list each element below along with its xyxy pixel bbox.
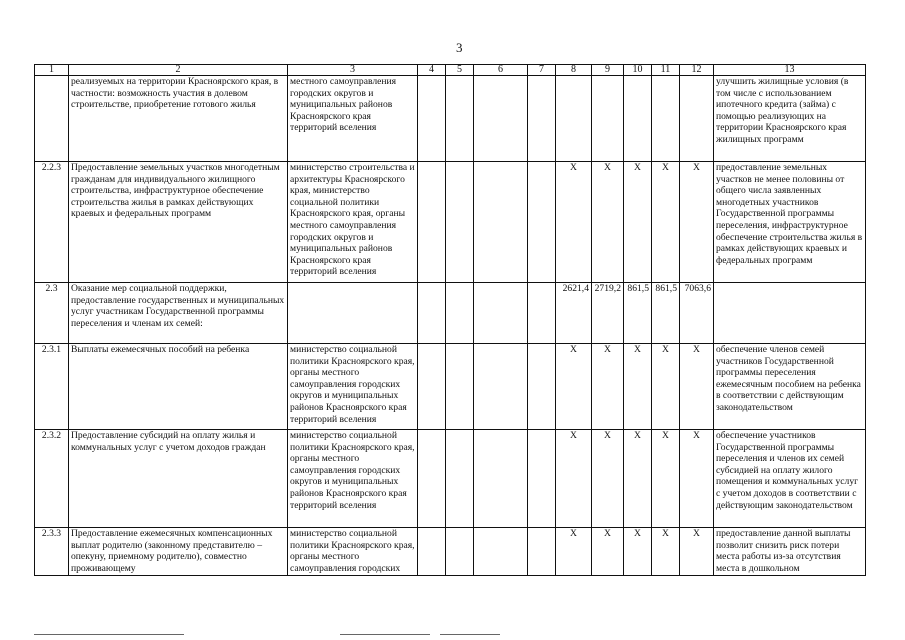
value-cell: [446, 76, 474, 162]
executor-text: министерство социальной политики Красноярского края, органы местного самоуправления городских округов и муниципальных районов Красноярского края территорий вселения: [288, 344, 418, 430]
value-cell: [556, 76, 592, 162]
value-cell: [418, 162, 446, 283]
value-cell: [446, 344, 474, 430]
value-cell: Х: [556, 344, 592, 430]
value-cell: [528, 528, 556, 576]
page-number: 3: [456, 40, 463, 55]
value-cell: Х: [652, 344, 680, 430]
table-row: [35, 344, 866, 430]
measure-text: Выплаты ежемесячных пособий на ребенка: [69, 344, 288, 430]
column-number-row: [35, 65, 866, 76]
value-cell: Х: [592, 162, 624, 283]
column-header: 8: [556, 65, 592, 76]
value-cell: Х: [592, 344, 624, 430]
row-number: 2.2.3: [35, 162, 69, 283]
column-header: 6: [474, 65, 528, 76]
value-cell: [446, 162, 474, 283]
value-cell: Х: [680, 344, 714, 430]
column-header: 10: [624, 65, 652, 76]
value-cell: Х: [680, 162, 714, 283]
result-text: улучшить жилищные условия (в том числе с использованием ипотечного кредита (займа) с помощью реализующих на территории Красноярского края жилищных программ: [714, 76, 866, 162]
measure-text: Предоставление ежемесячных компенсационных выплат родителю (законному представителю – опекуну, приемному родителю), совместно проживающему: [69, 528, 288, 576]
value-cell: [446, 528, 474, 576]
column-header: 11: [652, 65, 680, 76]
measure-text: реализуемых на территории Красноярского края, в частности: возможность участия в долевом строительстве, приобретение готового жилья: [69, 76, 288, 162]
row-number: 2.3.3: [35, 528, 69, 576]
value-cell: Х: [624, 430, 652, 528]
column-header: 1: [35, 65, 69, 76]
value-cell: Х: [592, 430, 624, 528]
footer-rule: [340, 634, 430, 635]
value-cell: Х: [556, 430, 592, 528]
measure-text: Предоставление субсидий на оплату жилья и коммунальных услуг с учетом доходов граждан: [69, 430, 288, 528]
executor-text: министерство социальной политики Красноярского края, органы местного самоуправления городских: [288, 528, 418, 576]
value-cell: Х: [624, 162, 652, 283]
footer-rule: [440, 634, 500, 635]
value-cell: Х: [556, 528, 592, 576]
value-cell: [528, 283, 556, 344]
column-header: 7: [528, 65, 556, 76]
amount-cell: 861,5: [652, 283, 680, 344]
value-cell: Х: [652, 430, 680, 528]
row-number: 2.3.1: [35, 344, 69, 430]
amount-cell: 861,5: [624, 283, 652, 344]
result-text: предоставление земельных участков не менее половины от общего числа заявленных многодетных участников Государственной программы переселения, инфраструктурное обеспечение строительства жилья в рамках действующих краевых и федеральных программ: [714, 162, 866, 283]
value-cell: [474, 528, 528, 576]
amount-cell: 2621,4: [556, 283, 592, 344]
value-cell: Х: [680, 430, 714, 528]
value-cell: Х: [624, 528, 652, 576]
column-header: 13: [714, 65, 866, 76]
column-header: 12: [680, 65, 714, 76]
table-row: [35, 76, 866, 162]
value-cell: [528, 430, 556, 528]
result-text: обеспечение участников Государственной программы переселения и членов их семей субсидией на оплату жилого помещения и коммунальных услуг с учетом доходов в соответствии с действующим законодательством: [714, 430, 866, 528]
column-header: 3: [288, 65, 418, 76]
value-cell: [418, 344, 446, 430]
result-text: [714, 283, 866, 344]
executor-text: [288, 283, 418, 344]
amount-cell: 2719,2: [592, 283, 624, 344]
executor-text: министерство строительства и архитектуры Красноярского края, министерство социальной политики Красноярского края, органы местного самоуправления городских округов и муниципальных районов Красноярского края территорий вселения: [288, 162, 418, 283]
value-cell: [528, 76, 556, 162]
value-cell: [474, 162, 528, 283]
result-text: обеспечение членов семей участников Государственной программы переселения ежемесячным пособием на ребенка в соответствии с действующим законодательством: [714, 344, 866, 430]
measure-text: Оказание мер социальной поддержки, предоставление государственных и муниципальных услуг участникам Государственной программы переселения и членам их семей:: [69, 283, 288, 344]
value-cell: [474, 283, 528, 344]
column-header: 9: [592, 65, 624, 76]
value-cell: Х: [556, 162, 592, 283]
executor-text: местного самоуправления городских округов и муниципальных районов Красноярского края территорий вселения: [288, 76, 418, 162]
value-cell: [624, 76, 652, 162]
value-cell: [446, 430, 474, 528]
value-cell: Х: [592, 528, 624, 576]
value-cell: [418, 76, 446, 162]
table-row: [35, 430, 866, 528]
table-row: [35, 528, 866, 576]
value-cell: [592, 76, 624, 162]
value-cell: Х: [680, 528, 714, 576]
value-cell: [474, 76, 528, 162]
value-cell: [446, 283, 474, 344]
column-header: 4: [418, 65, 446, 76]
value-cell: [418, 528, 446, 576]
footer-rule: [34, 634, 184, 635]
value-cell: Х: [652, 162, 680, 283]
program-measures-table: [34, 64, 866, 576]
value-cell: [652, 76, 680, 162]
value-cell: [474, 344, 528, 430]
table-row: [35, 162, 866, 283]
executor-text: министерство социальной политики Красноярского края, органы местного самоуправления городских округов и муниципальных районов Красноярского края территорий вселения: [288, 430, 418, 528]
amount-cell: 7063,6: [680, 283, 714, 344]
result-text: предоставление данной выплаты позволит снизить риск потери места работы из-за отсутствия места в дошкольном: [714, 528, 866, 576]
value-cell: [680, 76, 714, 162]
value-cell: [474, 430, 528, 528]
row-number: [35, 76, 69, 162]
column-header: 2: [69, 65, 288, 76]
column-header: 5: [446, 65, 474, 76]
value-cell: [528, 344, 556, 430]
measure-text: Предоставление земельных участков многодетным гражданам для индивидуального жилищного строительства, инфраструктурное обеспечение строительства жилья в рамках действующих краевых и федеральных программ: [69, 162, 288, 283]
value-cell: Х: [652, 528, 680, 576]
row-number: 2.3: [35, 283, 69, 344]
value-cell: [418, 430, 446, 528]
table-row: [35, 283, 866, 344]
row-number: 2.3.2: [35, 430, 69, 528]
value-cell: Х: [624, 344, 652, 430]
value-cell: [418, 283, 446, 344]
value-cell: [528, 162, 556, 283]
